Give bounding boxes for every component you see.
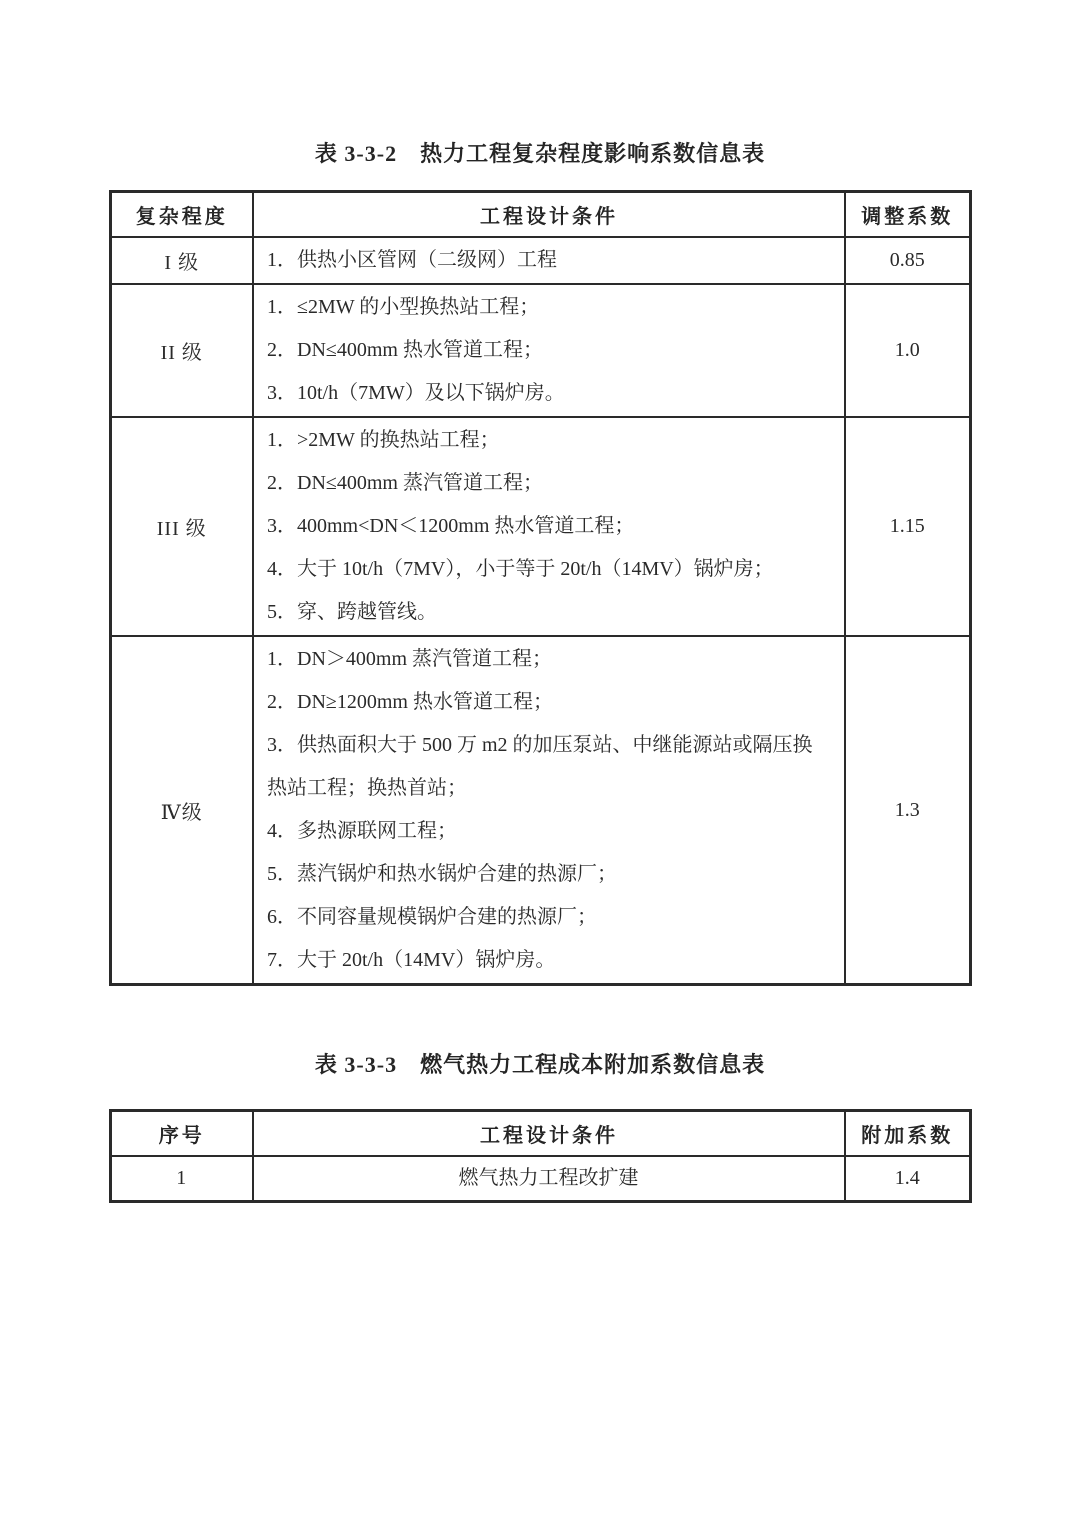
table-row [110,237,970,284]
conditions-cell [253,636,845,985]
condition-item: 3．400mm<DN＜1200mm 热水管道工程； [267,515,635,537]
table-row [110,284,970,417]
condition-item: 1．≤2MW 的小型换热站工程； [267,296,540,318]
coefficient-cell: 1.4 [845,1156,970,1202]
table-row [110,417,970,636]
coefficient-cell: 0.85 [845,237,970,284]
complexity-coefficient-table [109,190,972,986]
condition-item: 7．大于 20t/h（14MV）锅炉房。 [267,949,556,971]
header-row [110,192,970,238]
table-3-3-3-title: 表 3-3-3 燃气热力工程成本附加系数信息表 [314,1052,766,1077]
table-row [110,1156,970,1202]
condition-item: 6．不同容量规模锅炉合建的热源厂； [267,906,597,928]
conditions-cell [253,284,845,417]
row-label-cell: II 级 [110,284,253,417]
column-header: 工程设计条件 [253,1111,845,1157]
condition-item: 5．蒸汽锅炉和热水锅炉合建的热源厂； [267,863,617,885]
header-row [110,1111,970,1157]
condition-item: 2．DN≥1200mm 热水管道工程； [267,691,553,713]
conditions-cell [253,237,845,284]
condition-item: 4．多热源联网工程； [267,820,457,842]
table-1-body [110,237,970,985]
condition-item: 1．供热小区管网（二级网）工程 [267,249,557,271]
condition-item: 2．DN≤400mm 热水管道工程； [267,339,543,361]
table-row [110,636,970,985]
column-header: 附加系数 [845,1111,970,1157]
condition-item: 1．>2MW 的换热站工程； [267,429,500,451]
column-header: 工程设计条件 [253,192,845,238]
coefficient-cell: 1.0 [845,284,970,417]
surcharge-coefficient-table [109,1109,972,1203]
conditions-cell [253,1156,845,1202]
condition-item: 3．10t/h（7MW）及以下锅炉房。 [267,382,565,404]
column-header: 序号 [110,1111,253,1157]
row-label-cell: I 级 [110,237,253,284]
column-header: 调整系数 [845,192,970,238]
row-label-cell: Ⅳ级 [110,636,253,985]
condition-item: 1．DN＞400mm 蒸汽管道工程； [267,648,552,670]
conditions-cell [253,417,845,636]
condition-item: 2．DN≤400mm 蒸汽管道工程； [267,472,543,494]
table-1-header [110,192,970,238]
row-label-cell: III 级 [110,417,253,636]
condition-item: 燃气热力工程改扩建 [458,1167,639,1189]
condition-item: 4．大于 10t/h（7MV），小于等于 20t/h（14MV）锅炉房； [267,558,774,580]
table-2-header [110,1111,970,1157]
coefficient-cell: 1.15 [845,417,970,636]
table-2-body [110,1156,970,1202]
condition-item: 3．供热面积大于 500 万 m2 的加压泵站、中继能源站或隔压换热站工程；换热首站； [267,734,813,799]
coefficient-cell: 1.3 [845,636,970,985]
row-label-cell: 1 [110,1156,253,1202]
table-3-3-2-title: 表 3-3-2 热力工程复杂程度影响系数信息表 [314,141,766,166]
column-header: 复杂程度 [110,192,253,238]
condition-item: 5．穿、跨越管线。 [267,601,437,623]
